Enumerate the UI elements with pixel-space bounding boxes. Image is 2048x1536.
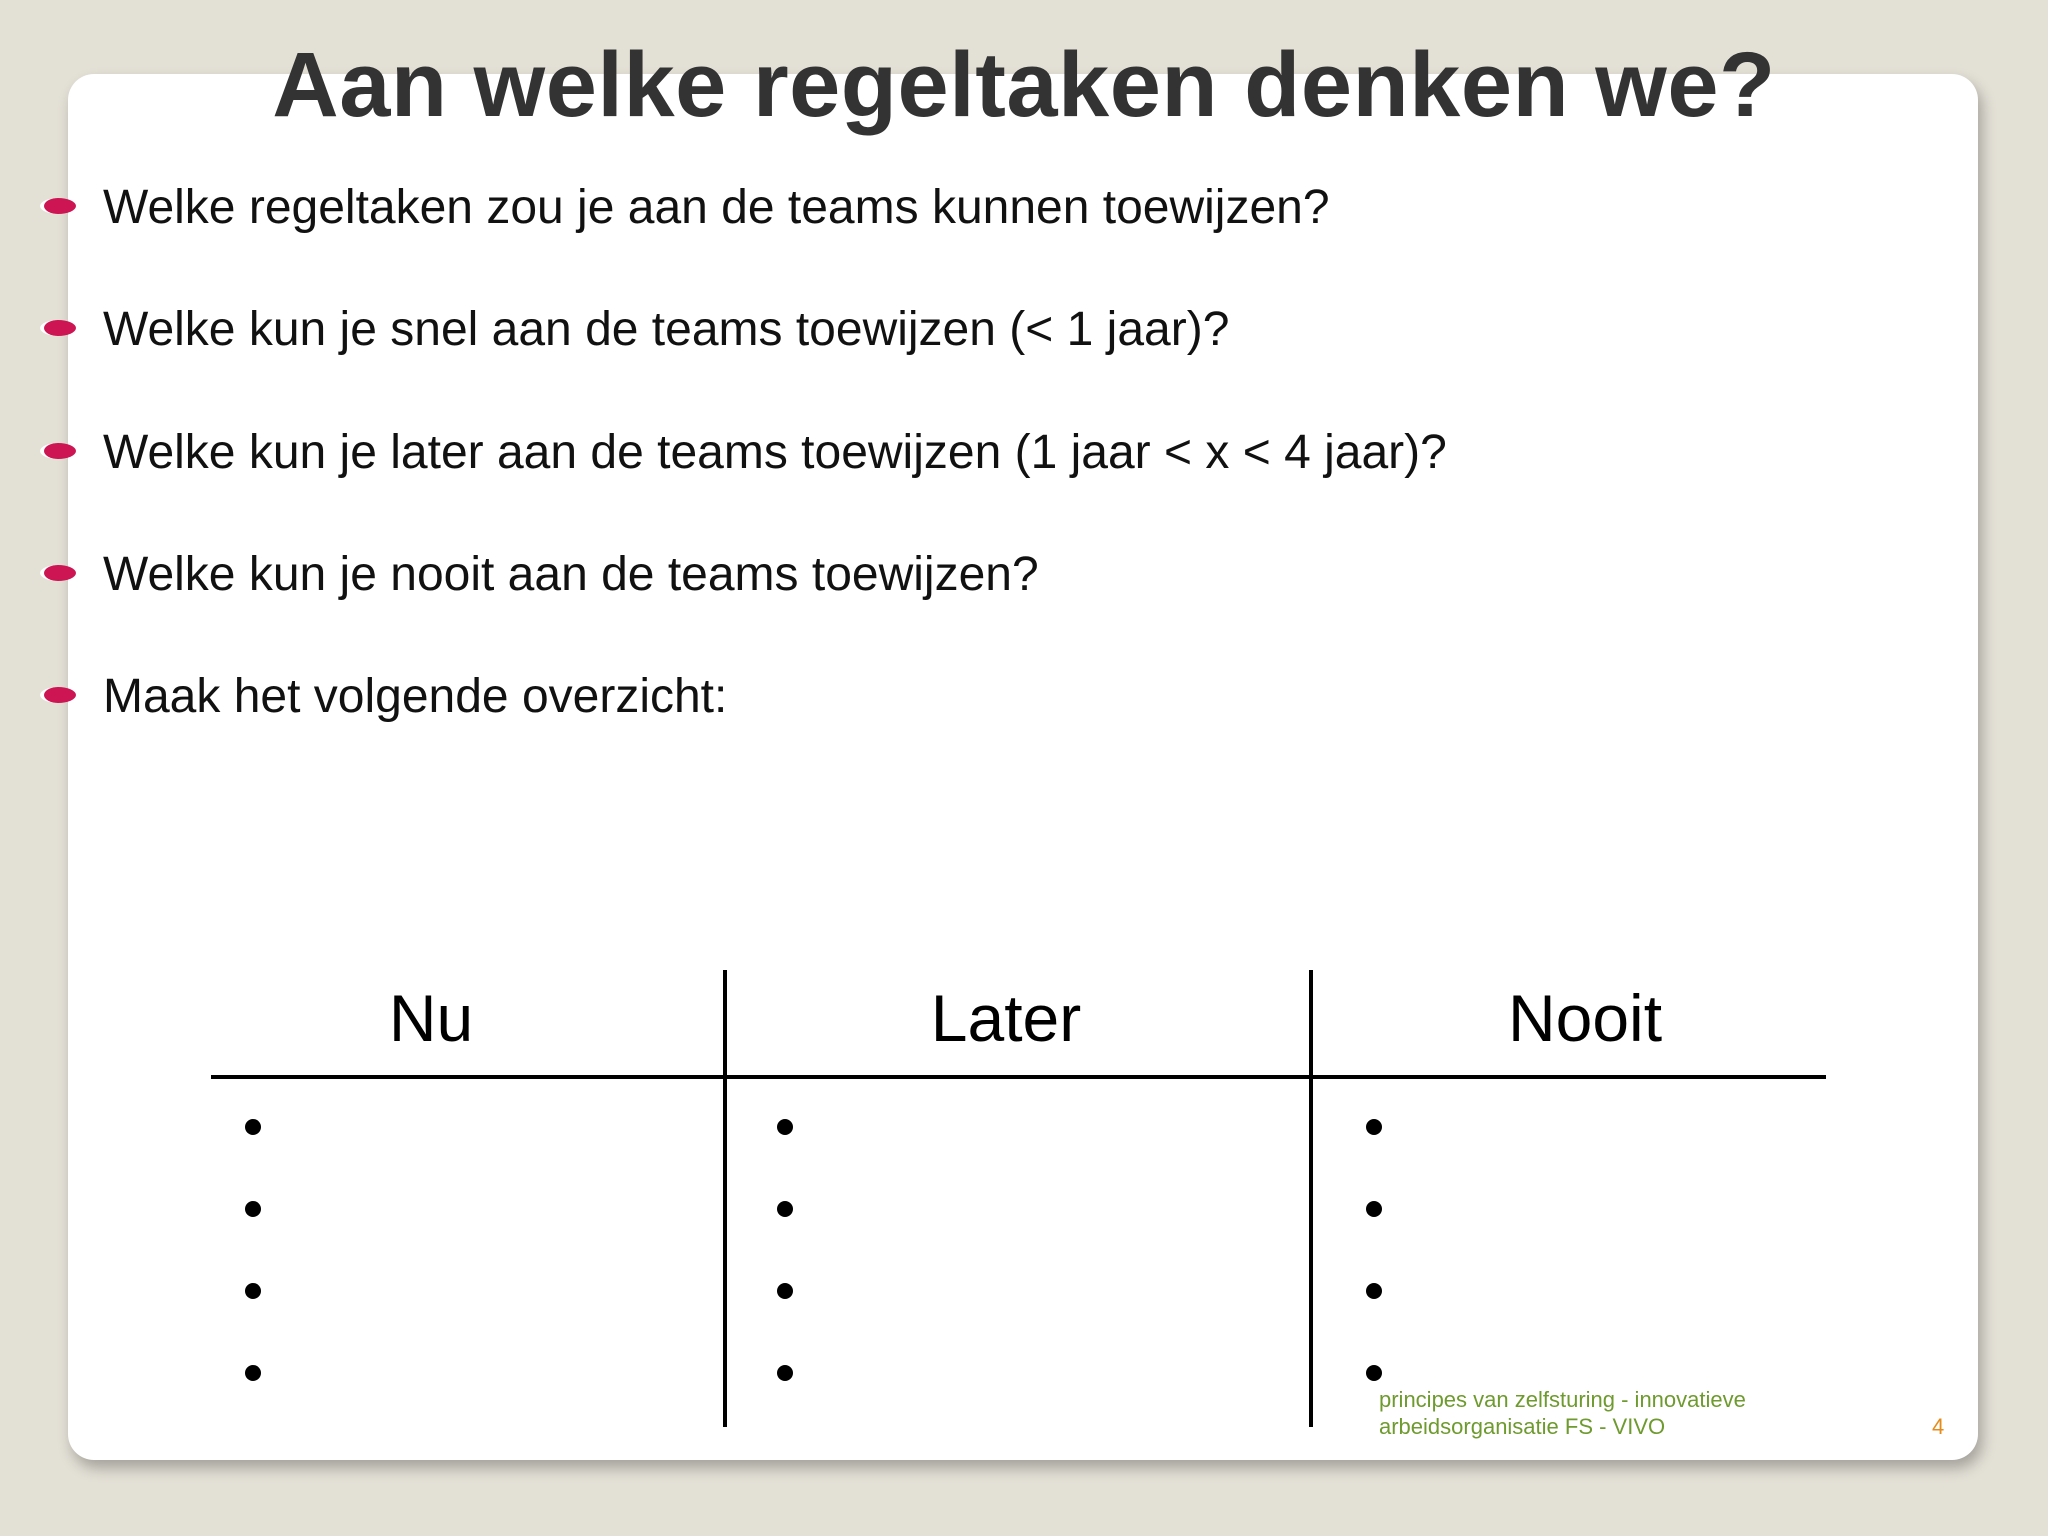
bullet-marker-icon [40,443,76,459]
column-divider [723,970,727,1427]
list-bullet [777,1283,793,1299]
bullet-text: Welke kun je snel aan de teams toewijzen (< 1 jaar)? [103,303,1230,356]
list-bullet [1366,1119,1382,1135]
bullet-text: Maak het volgende overzicht: [103,670,728,723]
list-bullet [245,1201,261,1217]
column-divider [1309,970,1313,1427]
column-header-nu: Nu [388,981,474,1055]
list-bullet [245,1365,261,1381]
list-bullet [1366,1283,1382,1299]
column-header-later: Later [930,981,1082,1055]
list-bullet [777,1201,793,1217]
list-bullet [245,1119,261,1135]
footer-line: principes van zelfsturing - innovatieve [1379,1387,1746,1412]
bullet-text: Welke kun je later aan de teams toewijzen (1 jaar < x < 4 jaar)? [103,426,1447,479]
bullet-marker-icon [40,320,76,336]
list-bullet [1366,1201,1382,1217]
list-bullet [245,1283,261,1299]
slide-title: Aan welke regeltaken denken we? [272,34,1776,136]
column-header-nooit: Nooit [1507,981,1663,1055]
page-number: 4 [1932,1414,1945,1439]
bullet-marker-icon [40,687,76,703]
bullet-text: Welke kun je nooit aan de teams toewijzen? [103,548,1039,601]
table-header-rule [211,1075,1826,1079]
slide-footer [1379,1386,1746,1440]
bullet-text: Welke regeltaken zou je aan de teams kunnen toewijzen? [103,181,1330,234]
list-bullet [777,1119,793,1135]
footer-line: arbeidsorganisatie FS - VIVO [1379,1414,1666,1439]
slide-card [68,74,1978,1460]
bullet-marker-icon [40,198,76,214]
list-bullet [777,1365,793,1381]
bullet-marker-icon [40,565,76,581]
list-bullet [1366,1365,1382,1381]
